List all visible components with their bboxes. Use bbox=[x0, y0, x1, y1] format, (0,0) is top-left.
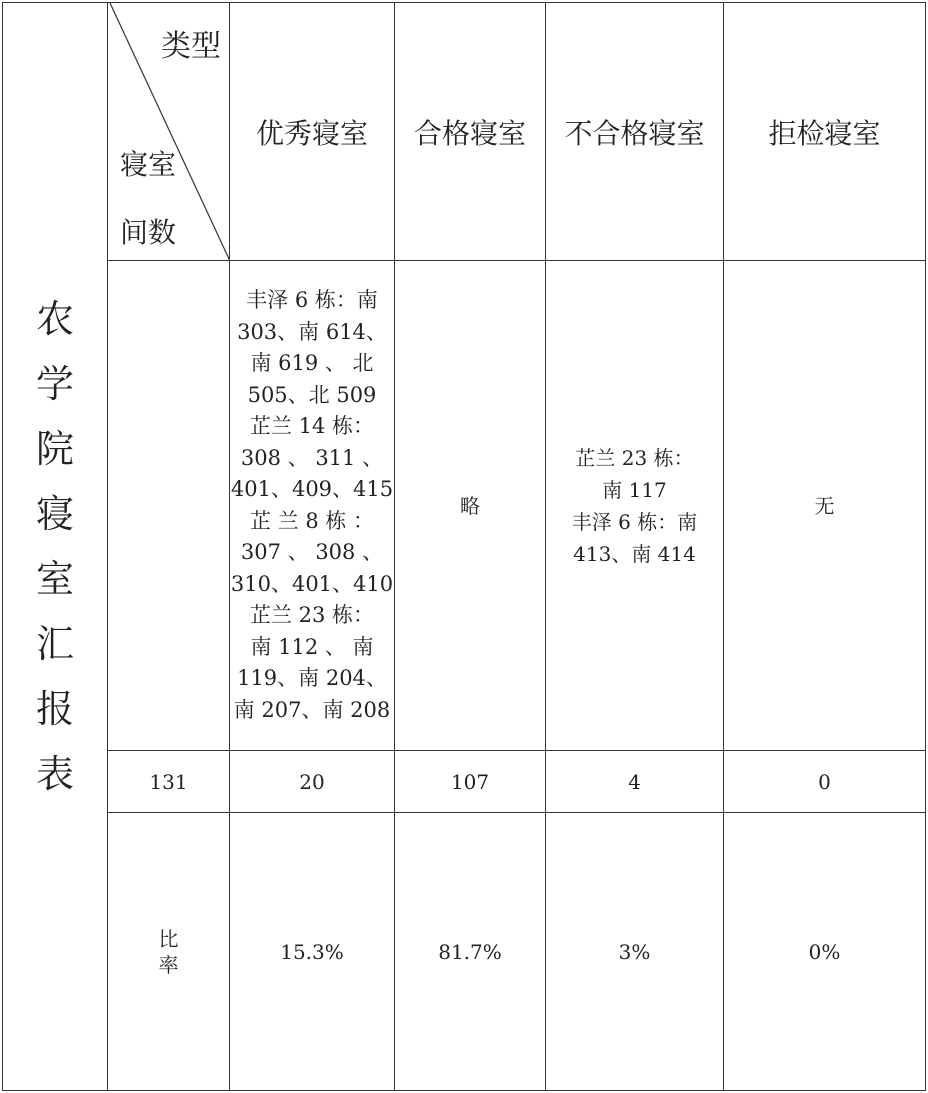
side-title-char: 农 bbox=[35, 296, 74, 341]
col-header-excellent: 优秀寝室 bbox=[230, 3, 395, 261]
diag-type-label: 类型 bbox=[161, 29, 221, 64]
col-header-qualified: 合格寝室 bbox=[395, 3, 546, 261]
rate-label-char: 比 bbox=[158, 926, 179, 951]
rate-label-char: 率 bbox=[158, 952, 179, 977]
list-item: 119、南 204、 bbox=[237, 666, 387, 690]
unqualified-dorm-list bbox=[546, 261, 724, 751]
side-title-char: 表 bbox=[35, 751, 74, 796]
side-title-char: 汇 bbox=[35, 621, 74, 666]
list-item: 芷兰 14 栋： bbox=[249, 414, 375, 438]
rate-label bbox=[108, 813, 230, 1091]
diag-count-label: 间数 bbox=[120, 216, 177, 249]
list-item: 401、409、415 bbox=[230, 477, 394, 501]
side-title-char: 报 bbox=[35, 686, 74, 731]
list-item: 南 207、南 208 bbox=[233, 697, 391, 722]
list-item: 308 、 311 、 bbox=[240, 445, 384, 470]
diagonal-header-cell bbox=[108, 3, 230, 261]
refused-dorm-detail: 无 bbox=[724, 261, 926, 751]
detail-empty-cell bbox=[108, 261, 230, 751]
count-unqualified: 4 bbox=[546, 751, 724, 813]
col-header-refused: 拒检寝室 bbox=[724, 3, 926, 261]
list-item: 310、401、410 bbox=[230, 571, 394, 596]
side-title-char: 院 bbox=[35, 426, 74, 471]
list-item: 南 112 、 南 bbox=[250, 634, 374, 659]
excellent-dorm-list bbox=[230, 261, 395, 751]
list-item: 芷兰 23 栋： bbox=[249, 603, 375, 627]
list-item: 307 、 308 、 bbox=[240, 540, 384, 564]
count-total: 131 bbox=[108, 751, 230, 813]
report-side-title bbox=[3, 3, 108, 1091]
dorm-report-table bbox=[2, 2, 926, 1091]
rate-qualified: 81.7% bbox=[395, 813, 546, 1091]
count-refused: 0 bbox=[724, 751, 926, 813]
list-item: 413、南 414 bbox=[573, 541, 696, 566]
count-qualified: 107 bbox=[395, 751, 546, 813]
list-item: 505、北 509 bbox=[247, 382, 377, 407]
rate-refused: 0% bbox=[724, 813, 926, 1091]
count-excellent: 20 bbox=[230, 751, 395, 813]
side-title-char: 寝 bbox=[35, 491, 74, 536]
side-title-char: 室 bbox=[35, 556, 74, 601]
list-item: 303、南 614、 bbox=[237, 319, 387, 344]
qualified-dorm-detail: 略 bbox=[395, 261, 546, 751]
list-item: 丰泽 6 栋：南 bbox=[571, 509, 698, 534]
list-item: 芷兰 23 栋： bbox=[575, 445, 694, 470]
rate-excellent: 15.3% bbox=[230, 813, 395, 1091]
diag-dorm-label: 寝室 bbox=[120, 148, 177, 181]
side-title-char: 学 bbox=[35, 361, 74, 406]
list-item: 南 117 bbox=[602, 477, 667, 502]
list-item: 南 619 、 北 bbox=[250, 351, 374, 375]
rate-unqualified: 3% bbox=[546, 813, 724, 1091]
list-item: 丰泽 6 栋：南 bbox=[246, 288, 378, 312]
col-header-unqualified: 不合格寝室 bbox=[546, 3, 724, 261]
list-item: 芷 兰 8 栋 ： bbox=[249, 508, 375, 533]
